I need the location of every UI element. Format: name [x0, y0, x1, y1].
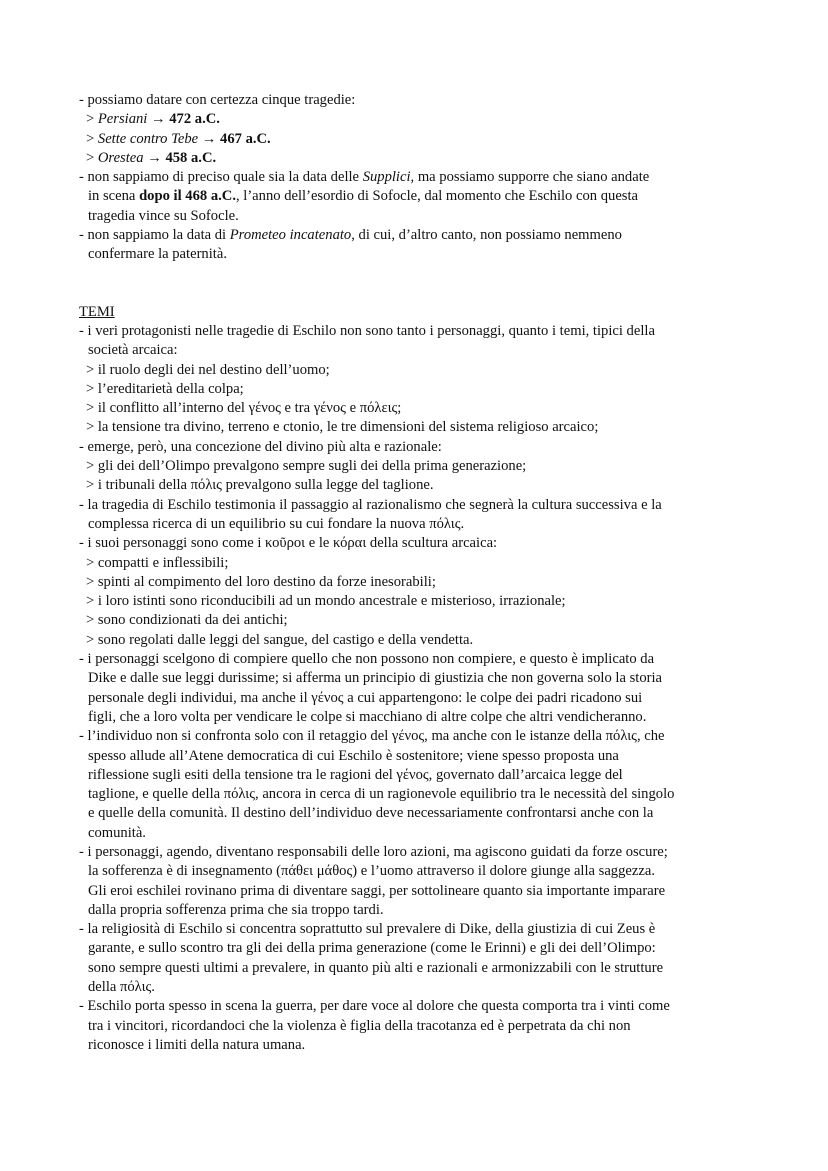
- temi-line: - l’individuo non si confronta solo con il retaggio del γένος, ma anche con le istanze della πόλις, che: [79, 728, 665, 745]
- temi-line: sono sempre questi ultimi a prevalere, in quanto più alti e razionali e armonizzabili con le strutture: [88, 959, 664, 976]
- temi-line: personale degli individui, ma anche il γένος a cui appartengono: le colpe dei padri ricadono sui: [88, 689, 643, 706]
- work-persiani: > Persiani → 472 a.C.: [86, 111, 220, 128]
- temi-section: [79, 303, 768, 1056]
- temi-line: e quelle della comunità. Il destino dell’individuo deve necessariamente confrontarsi anche con la: [88, 805, 654, 822]
- temi-line: - i personaggi, agendo, diventano responsabili delle loro azioni, ma agiscono guidati da forze oscure;: [79, 843, 668, 860]
- temi-lines: [79, 322, 768, 1055]
- temi-line: > il ruolo degli dei nel destino dell’uomo;: [86, 361, 330, 378]
- work-orestea: > Orestea → 458 a.C.: [86, 149, 217, 166]
- work-date: 458 a.C.: [165, 149, 217, 166]
- work-sette-contro-tebe: > Sette contro Tebe → 467 a.C.: [86, 130, 271, 147]
- temi-line: figli, che a loro volta per vendicare le colpe si macchiano di altre colpe che altri vendicheranno.: [88, 708, 647, 725]
- temi-line: > gli dei dell’Olimpo prevalgono sempre sugli dei della prima generazione;: [86, 458, 527, 475]
- temi-line: spesso allude all’Atene democratica di cui Eschilo è sostenitore; viene spesso proposta una: [88, 747, 619, 764]
- temi-line: riconosce i limiti della natura umana.: [88, 1036, 306, 1053]
- temi-line: > compatti e inflessibili;: [86, 554, 229, 571]
- work-title: Orestea: [97, 149, 144, 166]
- temi-line: la sofferenza è di insegnamento (πάθει μάθος) e l’uomo attraverso il dolore giunge alla saggezza.: [88, 863, 655, 880]
- temi-line: garante, e sullo scontro tra gli dei della prima generazione (come le Erinni) e gli dei dell’Olimpo:: [88, 940, 656, 957]
- dating-intro: - possiamo datare con certezza cinque tragedie:: [79, 92, 356, 108]
- temi-line: riflessione sugli esiti della tensione tra le ragioni del γένος, governato dall’arcaica legge del: [88, 766, 623, 783]
- temi-line: > sono condizionati da dei antichi;: [86, 612, 288, 629]
- temi-line: > i loro istinti sono riconducibili ad un mondo ancestrale e misterioso, irrazionale;: [86, 593, 566, 610]
- prometeo-line-2: confermare la paternità.: [88, 246, 227, 263]
- supplici-line-2: in scena dopo il 468 a.C., l’anno dell’esordio di Sofocle, dal momento che Eschilo con questa: [88, 188, 639, 205]
- work-date: 472 a.C.: [169, 111, 220, 128]
- temi-line: dalla propria sofferenza prima che sia troppo tardi.: [88, 901, 384, 918]
- temi-line: > la tensione tra divino, terreno e ctonio, le tre dimensioni del sistema religioso arcaico;: [86, 419, 599, 436]
- section-gap: [79, 265, 768, 303]
- temi-line: > i tribunali della πόλις prevalgono sulla legge del taglione.: [86, 477, 434, 494]
- supplici-line-1: - non sappiamo di preciso quale sia la data delle Supplici, ma possiamo supporre che siano andate: [79, 169, 650, 186]
- temi-line: - i personaggi scelgono di compiere quello che non possono non compiere, e questo è implicato da: [79, 651, 655, 668]
- temi-line: società arcaica:: [88, 342, 178, 359]
- supplici-line-3: tragedia vince su Sofocle.: [88, 207, 239, 224]
- temi-line: della πόλις.: [88, 979, 155, 996]
- temi-line: Gli eroi eschilei rovinano prima di diventare saggi, per sottolineare quanto sia importante imparare: [88, 882, 666, 899]
- temi-line: > l’ereditarietà della colpa;: [86, 380, 244, 397]
- temi-heading: TEMI: [79, 303, 115, 320]
- temi-line: - Eschilo porta spesso in scena la guerra, per dare voce al dolore che questa comporta tra i vinti come: [79, 998, 670, 1015]
- temi-line: > spinti al compimento del loro destino da forze inesorabili;: [86, 573, 436, 590]
- prometeo-line-1: - non sappiamo la data di Prometeo incatenato, di cui, d’altro canto, non possiamo nemmeno: [79, 227, 622, 244]
- temi-line: - i veri protagonisti nelle tragedie di Eschilo non sono tanto i personaggi, quanto i temi, tipici della: [79, 322, 655, 339]
- temi-line: Dike e dalle sue leggi durissime; si afferma un principio di giustizia che non governa solo la storia: [88, 670, 663, 687]
- dating-section: [79, 91, 768, 265]
- work-title: Persiani: [97, 111, 148, 128]
- temi-line: - la religiosità di Eschilo si concentra soprattutto sul prevalere di Dike, della giustizia di cui Zeus è: [79, 921, 656, 938]
- work-date: 467 a.C.: [220, 130, 271, 147]
- temi-line: > il conflitto all’interno del γένος e tra γένος e πόλεις;: [86, 400, 402, 417]
- temi-line: - la tragedia di Eschilo testimonia il passaggio al razionalismo che segnerà la cultura successiva e la: [79, 496, 662, 513]
- temi-line: tra i vincitori, ricordandoci che la violenza è figlia della tracotanza ed è perpetrata da chi non: [88, 1017, 631, 1034]
- temi-line: - emerge, però, una concezione del divino più alta e razionale:: [79, 438, 442, 455]
- temi-line: > sono regolati dalle leggi del sangue, del castigo e della vendetta.: [86, 631, 474, 648]
- temi-line: taglione, e quelle della πόλις, ancora in cerca di un ragionevole equilibrio tra le necessità del singolo: [88, 786, 675, 803]
- work-title: Sette contro Tebe: [97, 130, 199, 147]
- temi-line: comunità.: [88, 824, 146, 841]
- temi-line: complessa ricerca di un equilibrio su cui fondare la nuova πόλις.: [88, 515, 465, 532]
- temi-line: - i suoi personaggi sono come i κοῦροι e le κόραι della scultura arcaica:: [79, 535, 498, 552]
